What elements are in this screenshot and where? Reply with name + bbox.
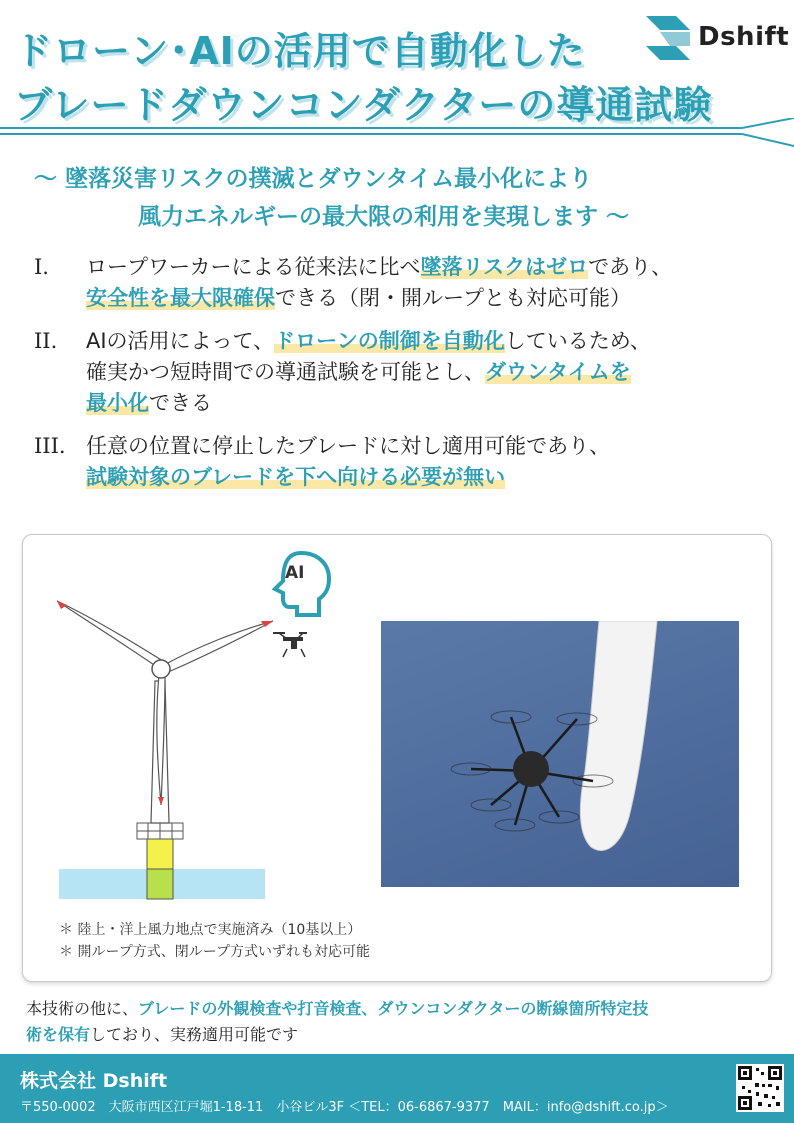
drone-icon <box>273 633 307 657</box>
header-divider <box>0 118 794 148</box>
benefit-highlight: ダウンタイムを <box>485 360 631 384</box>
benefit-item-2 <box>34 326 774 419</box>
benefit-text: ロープワーカーによる従来法に比べ <box>86 255 421 279</box>
benefit-item-3 <box>34 431 774 493</box>
subtitle-line2: 風力エネルギーの最大限の利用を実現します ～ <box>138 204 630 230</box>
benefit-text: しているため、 <box>504 329 651 353</box>
drone-blade-photo <box>381 621 739 887</box>
page-title-line1: ドローン･AIの活用で自動化した <box>14 29 586 73</box>
benefit-list <box>34 252 774 505</box>
company-address: 〒550-0002 大阪市西区江戸堀1-18-11 小谷ビル3F ＜TEL：06-6867-9377 MAIL：info@dshift.co.jp＞ <box>20 1100 669 1115</box>
benefit-numeral: II. <box>34 329 58 353</box>
benefit-highlight: 安全性を最大限確保 <box>86 286 275 310</box>
figure-notes <box>59 919 370 963</box>
ai-label: AI <box>285 563 305 583</box>
benefit-item-1 <box>34 252 774 314</box>
benefit-highlight: 試験対象のブレードを下へ向ける必要が無い <box>86 465 506 489</box>
footer <box>0 1054 794 1123</box>
figure-panel <box>22 534 772 982</box>
summary-highlight: 術を保有 <box>26 1025 91 1044</box>
summary-text <box>26 996 776 1048</box>
benefit-numeral: I. <box>34 255 49 279</box>
summary-highlight: ブレードの外観検査や打音検査、ダウンコンダクターの断線箇所特定技 <box>138 999 649 1018</box>
benefit-highlight: 墜落リスクはゼロ <box>420 255 589 279</box>
benefit-text: 確実かつ短時間での導通試験を可能とし、 <box>86 360 485 384</box>
drone-near-blade-icon <box>381 621 739 887</box>
benefit-text: であり、 <box>588 255 673 279</box>
benefit-numeral: III. <box>34 434 66 458</box>
figure-note-1: ＊ 陸上・洋上風力地点で実施済み（10基以上） <box>59 922 362 938</box>
benefit-text: 任意の位置に停止したブレードに対し適用可能であり、 <box>86 434 611 458</box>
benefit-highlight: 最小化 <box>86 391 149 415</box>
subtitle-line1: ～ 墜落災害リスクの撲滅とダウンタイム最小化により <box>34 166 593 192</box>
logo-mark-icon <box>646 16 692 60</box>
company-logo <box>646 16 790 60</box>
benefit-text: できる <box>149 391 212 415</box>
figure-note-2: ＊ 開ループ方式、閉ループ方式いずれも対応可能 <box>59 944 371 960</box>
benefit-text: できる（閉・開ループとも対応可能） <box>275 286 631 310</box>
benefit-highlight: ドローンの制御を自動化 <box>274 329 505 353</box>
summary-part4: しており、実務適用可能です <box>90 1025 299 1044</box>
ai-head-icon <box>267 549 335 619</box>
logo-text: Dshift <box>698 22 790 52</box>
qr-code-icon[interactable] <box>736 1064 784 1112</box>
summary-part1: 本技術の他に、 <box>26 999 139 1018</box>
company-name: 株式会社 Dshift <box>20 1070 168 1092</box>
benefit-text: AIの活用によって、 <box>86 329 275 353</box>
page-title-line2: ブレードダウンコンダクターの導通試験 <box>14 83 713 127</box>
